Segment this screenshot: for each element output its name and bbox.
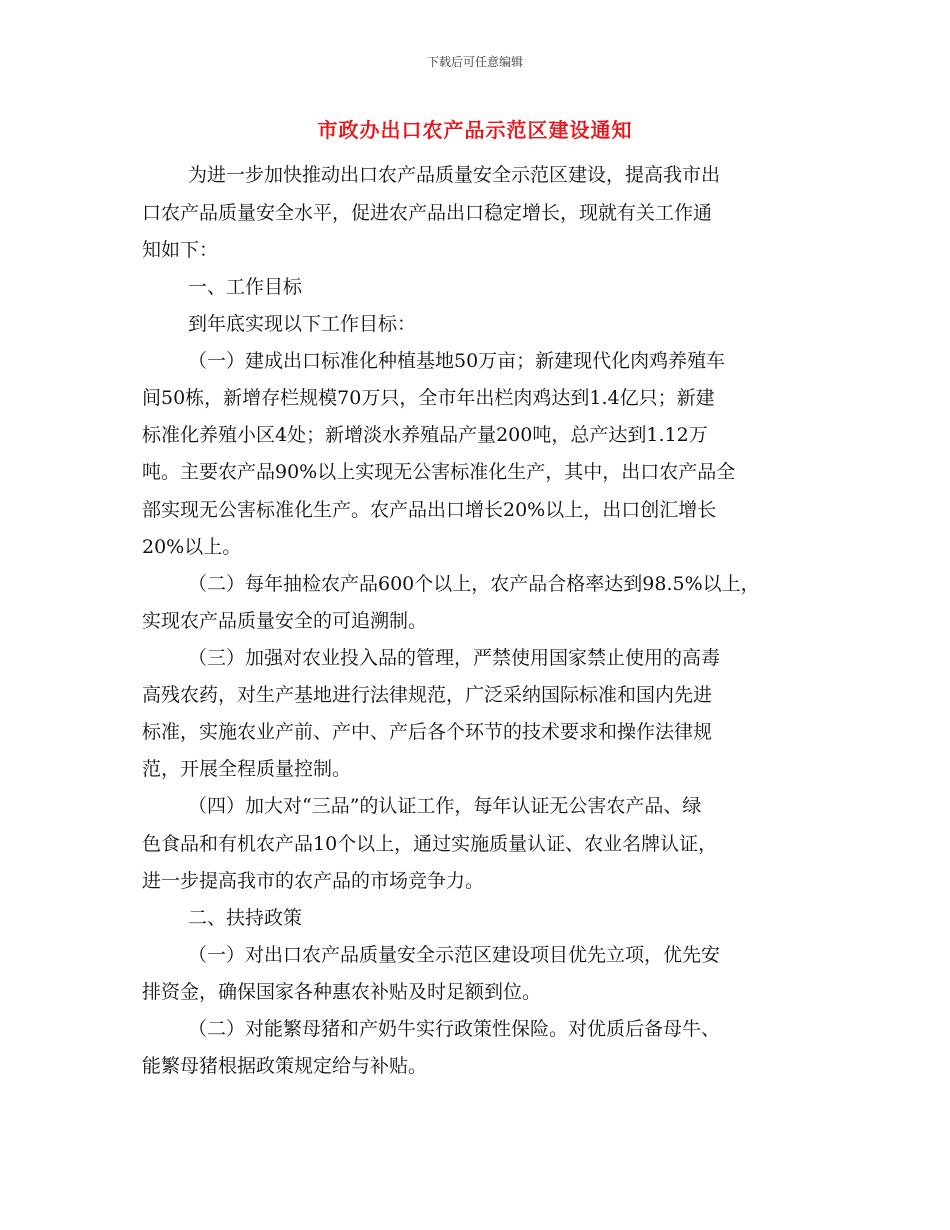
body-line: 色食品和有机农产品10个以上，通过实施质量认证、农业名牌认证， (142, 833, 718, 855)
body-line: 间50栋，新增存栏规模70万只，全市年出栏肉鸡达到1.4亿只；新建 (142, 387, 715, 409)
body-line: 标准化养殖小区4处；新增淡水养殖品产量200吨，总产达到1.12万 (142, 424, 708, 446)
body-line: 部实现无公害标准化生产。农产品出口增长20%以上，出口创汇增长 (142, 499, 717, 521)
body-line: 能繁母猪根据政策规定给与补贴。 (142, 1055, 428, 1077)
document-title: 市政办出口农产品示范区建设通知 (317, 118, 633, 142)
body-line: 进一步提高我市的农产品的市场竞争力。 (142, 870, 485, 892)
body-line: 范，开展全程质量控制。 (142, 758, 352, 780)
body-line: 一、工作目标 (188, 276, 303, 298)
body-line: 知如下： (142, 239, 219, 261)
body-line: 排资金，确保国家各种惠农补贴及时足额到位。 (142, 981, 542, 1003)
body-line: （二）每年抽检农产品600个以上，农产品合格率达到98.5%以上， (188, 573, 760, 595)
body-line: 到年底实现以下工作目标： (188, 313, 417, 335)
body-line: 吨。主要农产品90%以上实现无公害标准化生产，其中，出口农产品全 (142, 461, 736, 483)
body-line: （一）对出口农产品质量安全示范区建设项目优先立项，优先安 (188, 944, 721, 966)
body-line: 为进一步加快推动出口农产品质量安全示范区建设，提高我市出 (188, 164, 721, 186)
body-line: 实现农产品质量安全的可追溯制。 (142, 610, 428, 632)
body-line: （一）建成出口标准化种植基地50万亩；新建现代化肉鸡养殖车 (188, 350, 726, 372)
body-line: （四）加大对“三品”的认证工作，每年认证无公害农产品、绿 (188, 795, 702, 817)
body-line: 高残农药，对生产基地进行法律规范，广泛采纳国际标准和国内先进 (142, 684, 713, 706)
header-note: 下载后可任意编辑 (426, 55, 523, 69)
body-line: 20%以上。 (142, 536, 242, 558)
body-line: （三）加强对农业投入品的管理，严禁使用国家禁止使用的高毒 (188, 647, 721, 669)
body-line: 口农产品质量安全水平，促进农产品出口稳定增长，现就有关工作通 (142, 202, 713, 224)
body-line: （二）对能繁母猪和产奶牛实行政策性保险。对优质后备母牛、 (188, 1018, 721, 1040)
body-line: 二、扶持政策 (188, 907, 303, 929)
body-line: 标准，实施农业产前、产中、产后各个环节的技术要求和操作法律规 (142, 721, 713, 743)
